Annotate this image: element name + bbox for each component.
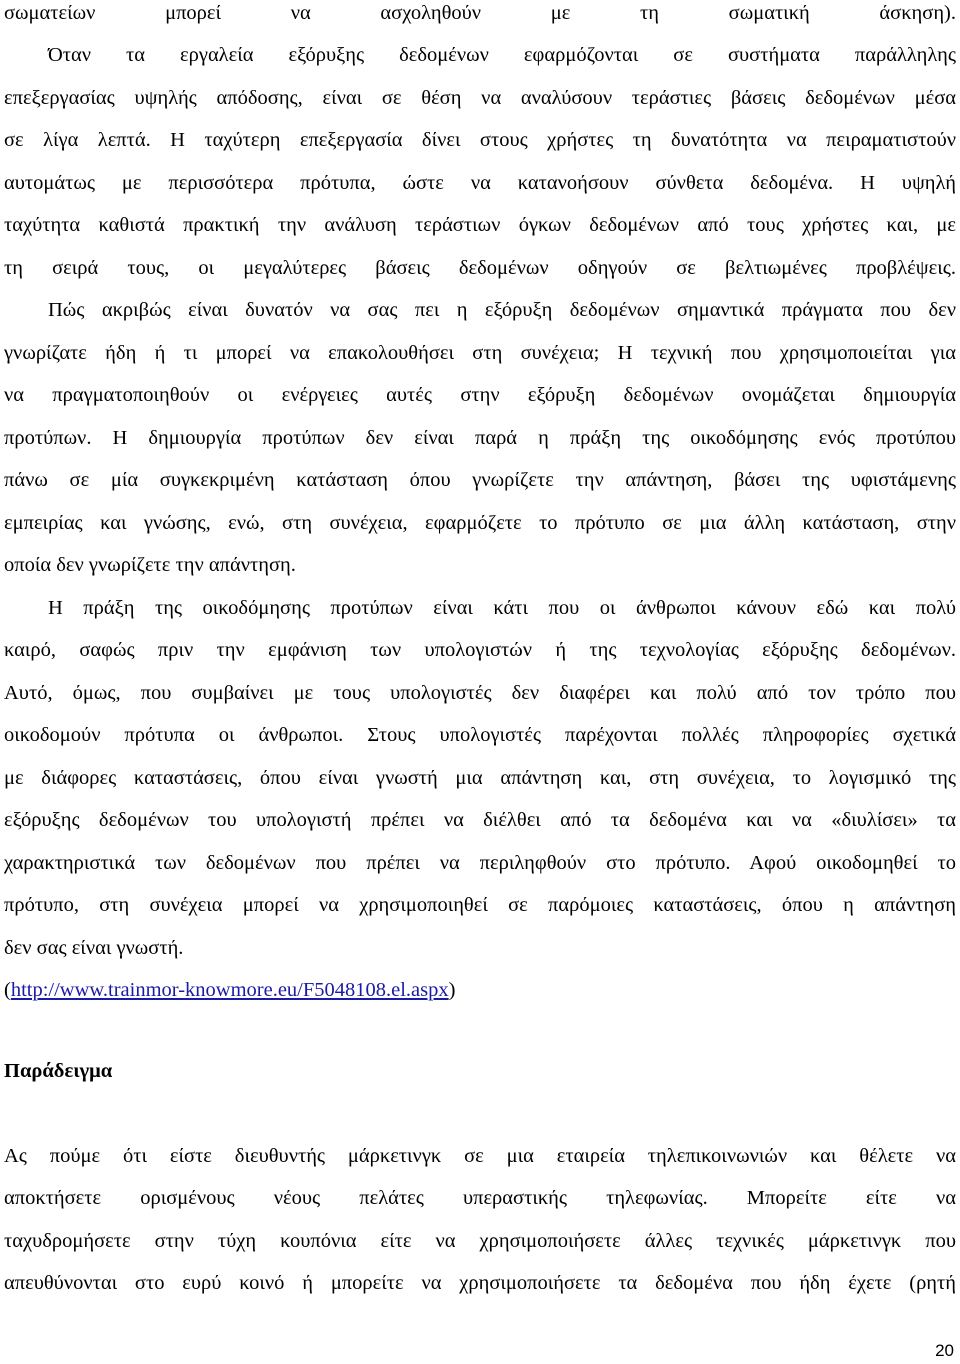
body-text-line: εξόρυξης δεδομένων του υπολογιστή πρέπει να διέλθει από τα δεδομένα και να «διυλίσει» τα bbox=[4, 809, 956, 831]
body-text-line: οποία δεν γνωρίζετε την απάντηση. bbox=[4, 554, 296, 576]
body-text-line: οικοδομούν πρότυπα οι άνθρωποι. Στους υπολογιστές παρέχονται πολλές πληροφορίες σχετικά bbox=[4, 724, 956, 746]
body-text-line: Η πράξη της οικοδόμησης προτύπων είναι κάτι που οι άνθρωποι κάνουν εδώ και πολύ bbox=[48, 597, 956, 619]
body-text-line: καιρό, σαφώς πριν την εμφάνιση των υπολογιστών ή της τεχνολογίας εξόρυξης δεδομένων. bbox=[4, 639, 956, 661]
body-text-line: χαρακτηριστικά των δεδομένων που πρέπει να περιληφθούν στο πρότυπο. Αφού οικοδομηθεί το bbox=[4, 852, 956, 874]
body-text-line: ταχυδρομήσετε στην τύχη κουπόνια είτε να χρησιμοποιήσετε άλλες τεχνικές μάρκετινγκ που bbox=[4, 1230, 956, 1252]
body-text-line: δεν σας είναι γνωστή. bbox=[4, 937, 184, 959]
source-citation bbox=[4, 977, 956, 1003]
source-link[interactable]: http://www.trainmor-knowmore.eu/F5048108.el.aspx bbox=[10, 979, 449, 1001]
body-text-line: ταχύτητα καθιστά πρακτική την ανάλυση τεράστιων όγκων δεδομένων από τους χρήστες και, με bbox=[4, 214, 956, 236]
body-text-line: Όταν τα εργαλεία εξόρυξης δεδομένων εφαρμόζονται σε συστήματα παράλληλης bbox=[48, 44, 956, 66]
body-text-line: γνωρίζατε ήδη ή τι μπορεί να επακολουθήσει στη συνέχεια; Η τεχνική που χρησιμοποιείται για bbox=[4, 342, 956, 364]
body-text-line: αποκτήσετε ορισμένους νέους πελάτες υπεραστικής τηλεφωνίας. Μπορείτε είτε να bbox=[4, 1187, 956, 1209]
body-text-line: με διάφορες καταστάσεις, όπου είναι γνωστή μια απάντηση και, στη συνέχεια, το λογισμικό της bbox=[4, 767, 956, 789]
body-text-line: Αυτό, όμως, που συμβαίνει με τους υπολογιστές δεν διαφέρει και πολύ από τον τρόπο που bbox=[4, 682, 956, 704]
page-number: 20 bbox=[935, 1341, 954, 1360]
body-text-line: Πώς ακριβώς είναι δυνατόν να σας πει η εξόρυξη δεδομένων σημαντικά πράγματα που δεν bbox=[48, 299, 956, 321]
body-text-line: τη σειρά τους, οι μεγαλύτερες βάσεις δεδομένων οδηγούν σε βελτιωμένες προβλέψεις. bbox=[4, 257, 956, 279]
body-text-line: σωματείων μπορεί να ασχοληθούν με τη σωματική άσκηση). bbox=[4, 2, 956, 24]
section-heading: Παράδειγμα bbox=[4, 1060, 113, 1082]
body-text-line: πρότυπο, στη συνέχεια μπορεί να χρησιμοποιηθεί σε παρόμοιες καταστάσεις, όπου η απάντηση bbox=[4, 894, 956, 916]
body-text-line: εμπειρίας και γνώσης, ενώ, στη συνέχεια, εφαρμόζετε το πρότυπο σε μια άλλη κατάσταση, στην bbox=[4, 512, 956, 534]
body-text-line: αυτομάτως με περισσότερα πρότυπα, ώστε να κατανοήσουν σύνθετα δεδομένα. Η υψηλή bbox=[4, 172, 956, 194]
close-paren: ) bbox=[448, 979, 456, 1001]
body-text-line: απευθύνονται στο ευρύ κοινό ή μπορείτε να χρησιμοποιήσετε τα δεδομένα που ήδη έχετε (ρητή bbox=[4, 1272, 956, 1294]
body-text-line: προτύπων. Η δημιουργία προτύπων δεν είναι παρά η πράξη της οικοδόμησης ενός προτύπου bbox=[4, 427, 956, 449]
body-text-line: να πραγματοποιηθούν οι ενέργειες αυτές στην εξόρυξη δεδομένων ονομάζεται δημιουργία bbox=[4, 384, 956, 406]
open-paren: ( bbox=[4, 979, 11, 1001]
body-text-line: Ας πούμε ότι είστε διευθυντής μάρκετινγκ σε μια εταιρεία τηλεπικοινωνιών και θέλετε να bbox=[4, 1145, 956, 1167]
body-text-line: πάνω σε μία συγκεκριμένη κατάσταση όπου γνωρίζετε την απάντηση, βάσει της υφιστάμενης bbox=[4, 469, 956, 491]
body-text-line: σε λίγα λεπτά. Η ταχύτερη επεξεργασία δίνει στους χρήστες τη δυνατότητα να πειραματιστούν bbox=[4, 129, 956, 151]
body-text-line: επεξεργασίας υψηλής απόδοσης, είναι σε θέση να αναλύσουν τεράστιες βάσεις δεδομένων μέσα bbox=[4, 87, 956, 109]
